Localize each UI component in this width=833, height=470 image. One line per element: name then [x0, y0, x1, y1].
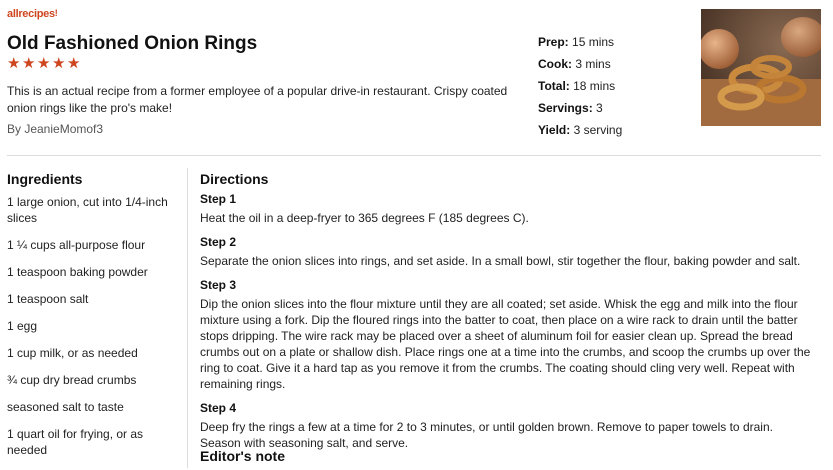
meta-value: 15 mins: [572, 35, 615, 49]
recipe-meta: [538, 35, 622, 145]
direction-step: [200, 278, 815, 392]
step-label: Step 4: [200, 401, 237, 415]
star-icon: ★: [37, 55, 51, 72]
star-icon: ★: [67, 55, 81, 72]
direction-step: [200, 235, 815, 269]
ingredient-item: 1 teaspoon salt: [7, 292, 89, 306]
recipe-title: Old Fashioned Onion Rings: [7, 33, 258, 54]
column-divider: [187, 168, 188, 468]
ingredient-item: seasoned salt to taste: [7, 400, 124, 414]
meta-total: [538, 79, 622, 101]
meta-cook: [538, 57, 622, 79]
meta-prep: [538, 35, 622, 57]
recipe-description: This is an actual recipe from a former employee of a popular drive-in restaurant. Crispy coated onion rings like the pro's make!: [7, 84, 508, 115]
editors-note-heading: Editor's note: [200, 448, 285, 464]
meta-value: 3 serving: [573, 123, 623, 137]
ingredients-heading: Ingredients: [7, 171, 83, 187]
meta-servings: [538, 101, 622, 123]
rating-stars[interactable]: [7, 55, 81, 72]
directions-steps: [200, 192, 815, 460]
step-text: Dip the onion slices into the flour mixture until they are all coated; set aside. Whisk the egg and milk into the flour mixture using a fork. Dip the floured rings into the batter to coat, then place on a wire rack to drain until the batter stops dripping. The wire rack may be placed over a sheet of aluminum foil for easier clean up. Spread the bread crumbs out on a plate or shallow dish. Place rings one at a time into the crumbs, and scoop the crumbs up over the ring to coat. Give it a hard tap as you remove it from the crumbs. The coating should cling very well. Repeat with remaining rings.: [200, 297, 811, 391]
step-label: Step 2: [200, 235, 237, 249]
meta-value: 3: [596, 101, 603, 115]
star-icon: ★: [7, 55, 21, 72]
direction-step: [200, 192, 815, 226]
ingredient-item: 1 egg: [7, 319, 38, 333]
meta-label: Yield:: [538, 123, 571, 137]
star-icon: ★: [52, 55, 66, 72]
meta-value: 3 mins: [575, 57, 611, 71]
allrecipes-logo[interactable]: [7, 8, 57, 20]
ingredients-list: [7, 194, 177, 469]
direction-step: [200, 401, 815, 451]
ingredient-item: 1 ¼ cups all-purpose flour: [7, 238, 146, 252]
recipe-photo[interactable]: [701, 9, 821, 126]
onion-rings-photo-illustration: [701, 9, 821, 126]
step-text: Heat the oil in a deep-fryer to 365 degrees F (185 degrees C).: [200, 211, 529, 225]
ingredient-item: 1 teaspoon baking powder: [7, 265, 148, 279]
ingredient-item: 1 cup milk, or as needed: [7, 346, 138, 360]
star-icon: ★: [22, 55, 36, 72]
logo-text: allrecipes: [7, 8, 55, 20]
step-label: Step 3: [200, 278, 237, 292]
meta-label: Cook:: [538, 57, 572, 71]
meta-yield: [538, 123, 622, 145]
logo-mark: !: [54, 8, 58, 18]
section-divider: [7, 155, 821, 156]
ingredient-item: 1 large onion, cut into 1/4-inch slices: [7, 195, 168, 225]
step-text: Deep fry the rings a few at a time for 2 to 3 minutes, or until golden brown. Remove to paper towels to drain. Season with seasoning salt, and serve.: [200, 420, 773, 450]
meta-label: Total:: [538, 79, 570, 93]
ingredient-item: 1 quart oil for frying, or as needed: [7, 427, 144, 457]
meta-label: Servings:: [538, 101, 593, 115]
meta-value: 18 mins: [573, 79, 616, 93]
ingredient-item: ¾ cup dry bread crumbs: [7, 373, 137, 387]
step-label: Step 1: [200, 192, 237, 206]
meta-label: Prep:: [538, 35, 569, 49]
recipe-byline[interactable]: By JeanieMomof3: [7, 122, 104, 136]
directions-heading: Directions: [200, 171, 269, 187]
step-text: Separate the onion slices into rings, and set aside. In a small bowl, stir together the flour, baking powder and salt.: [200, 254, 801, 268]
